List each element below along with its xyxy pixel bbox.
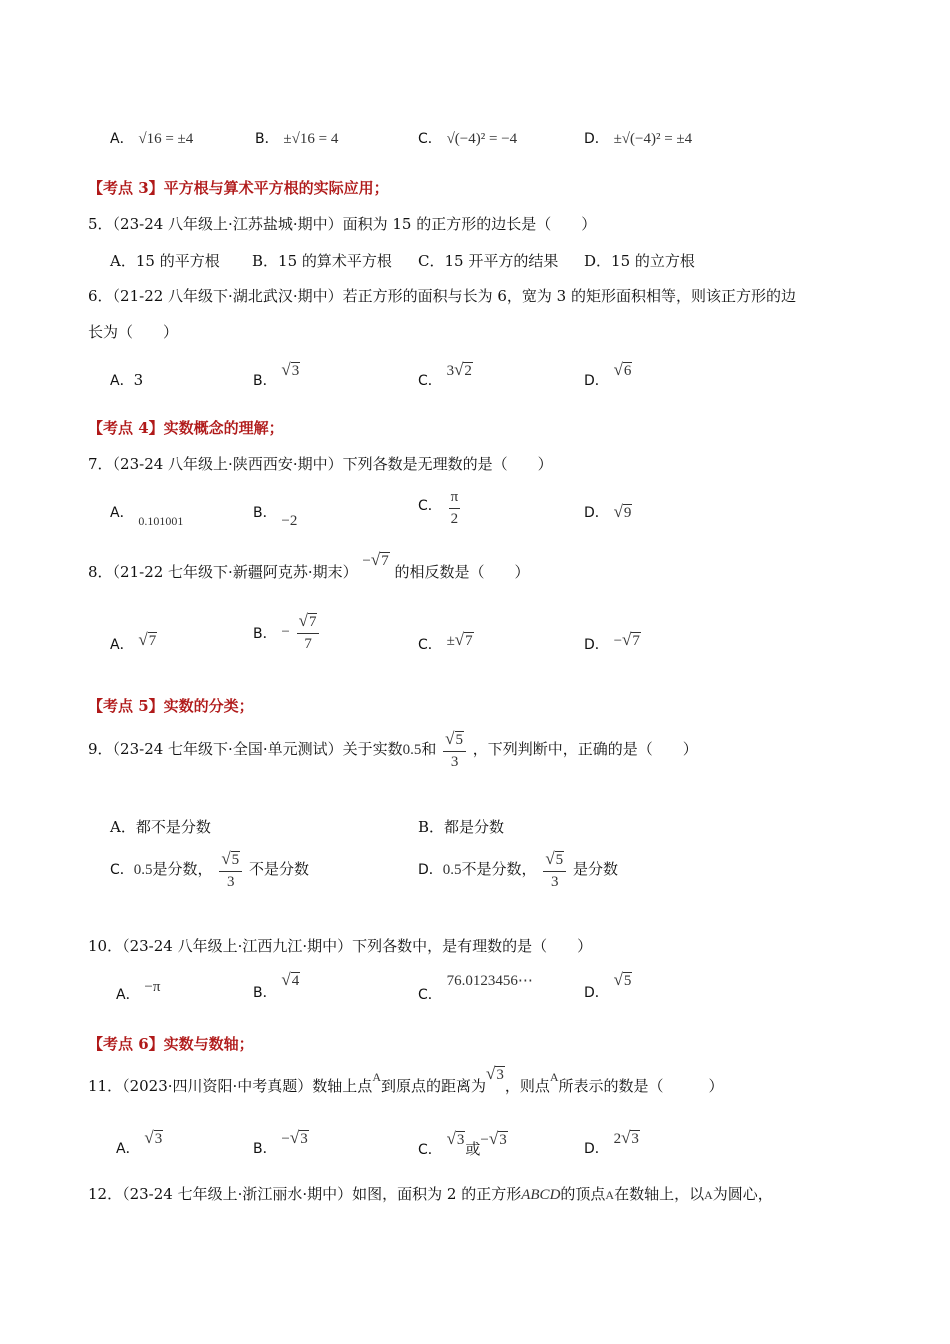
question-number: 6．: [88, 287, 113, 305]
sqrt-expr: √9: [613, 502, 632, 521]
q7-option-b: [253, 502, 298, 529]
option-label: D．: [584, 637, 609, 653]
sqrt-expr: √5: [613, 970, 632, 989]
option-label: B．: [253, 373, 277, 389]
point-label: A: [372, 1070, 381, 1084]
sign: ±: [446, 633, 455, 649]
q10-option-d: [584, 970, 632, 1001]
q5-option-c: C．15 开平方的结果: [418, 252, 559, 270]
q8-option-d: [584, 630, 641, 653]
q6-option-b: [253, 360, 300, 389]
option-label: D．: [584, 505, 609, 521]
question-text: （23-24 八年级上·陕西西安·期中）下列各数是无理数的是（ ）: [112, 455, 553, 473]
option-label: B．: [255, 131, 279, 147]
conjunction: 或: [465, 1140, 481, 1158]
sign: −: [613, 633, 623, 649]
q6-option-a: [110, 370, 143, 390]
math-value: 0.5: [402, 742, 422, 758]
radical-icon: √: [445, 729, 455, 748]
option-label: A．: [110, 131, 134, 147]
q5-option-d: D．15 的立方根: [584, 252, 695, 270]
q4-option-d: [584, 128, 692, 148]
radical-icon: √: [446, 1129, 456, 1148]
option-value: −π: [144, 979, 161, 995]
fraction: $\frac{√5}{3}$: [443, 728, 466, 772]
radical-icon: √: [298, 611, 308, 630]
coefficient: 3: [446, 363, 455, 379]
q6-option-c: [418, 360, 473, 389]
q9-option-a: A．都不是分数: [110, 818, 211, 836]
fraction: $\frac{√7}{7}$: [297, 610, 320, 654]
sign: −: [281, 624, 290, 640]
radical-icon: √: [289, 1128, 300, 1147]
radical-icon: √: [281, 360, 291, 379]
option-value: 0.101001: [138, 514, 184, 528]
q8-option-c: [418, 630, 474, 653]
option-label: C．: [418, 497, 442, 514]
option-label: C．: [110, 862, 134, 878]
radical-icon: √: [613, 970, 623, 989]
q5-option-a: A．15 的平方根: [110, 252, 220, 270]
q7-option-a: [110, 502, 184, 528]
fraction: $\frac{\pi}{2}$: [449, 486, 461, 529]
sqrt-expr: √3: [289, 1128, 308, 1147]
radical-icon: √: [622, 630, 632, 649]
question-6: [88, 286, 796, 306]
question-10: [88, 936, 592, 956]
radical-icon: √: [138, 630, 148, 649]
question-text-end: 的相反数是（ ）: [394, 563, 530, 581]
q7-option-c: [418, 486, 462, 529]
question-text: （23-24 八年级上·江苏盐城·期中）面积为 15 的正方形的边长是（ ）: [112, 215, 597, 233]
option-label: A．: [116, 1141, 140, 1157]
q10-option-c: [418, 970, 533, 1003]
option-label: D．: [584, 131, 609, 147]
q8-option-a: [110, 630, 157, 653]
option-label: C．: [418, 1142, 442, 1158]
option-label: C．: [418, 637, 442, 653]
radical-icon: √: [370, 550, 381, 569]
question-number: 12．: [88, 1185, 123, 1203]
question-number: 9．: [88, 740, 113, 758]
radical-icon: √: [613, 502, 623, 521]
question-text: （23-24 七年级上·浙江丽水·期中）如图，面积为 2 的正方形: [122, 1185, 522, 1203]
option-label: D．: [418, 862, 443, 878]
question-text: （23-24 七年级下·全国·单元测试）关于实数: [112, 740, 403, 758]
radical-icon: √: [144, 1128, 154, 1147]
question-5: [88, 214, 596, 234]
option-label: D．: [584, 373, 609, 389]
question-number: 8．: [88, 563, 113, 581]
math-expr: √16 = ±4: [138, 131, 194, 147]
point-label: A: [704, 1188, 713, 1202]
q9-option-c: C．0.5是分数， $\frac{√5}{3}$ 不是分数: [110, 849, 309, 890]
q4-option-b: [255, 128, 338, 148]
math-expr: ±√(−4)² = ±4: [613, 131, 693, 147]
q11-option-b: [253, 1128, 309, 1157]
option-value: 76.0123456⋯: [446, 973, 533, 989]
question-number: 11．: [88, 1077, 123, 1095]
question-text-end: ，下列判断中，正确的是（ ）: [472, 740, 698, 758]
radical-icon: √: [613, 360, 623, 379]
sqrt-expr: √3: [488, 1129, 507, 1148]
point-label: A: [549, 1070, 559, 1084]
sqrt-expr: √2: [454, 360, 472, 379]
question-text: （23-24 八年级上·江西九江·期中）下列各数中，是有理数的是（ ）: [122, 937, 593, 955]
q10-option-a: [116, 976, 161, 1003]
option-label: B．: [253, 505, 277, 521]
q8-option-b: [253, 610, 321, 654]
sqrt-expr: √6: [613, 360, 632, 379]
radical-icon: √: [454, 360, 464, 379]
radical-icon: √: [486, 1064, 496, 1083]
math-value: 0.5: [442, 862, 462, 878]
question-6-continued: 长为（ ）: [88, 323, 179, 341]
option-label: C．: [418, 373, 442, 389]
q6-option-d: [584, 360, 632, 389]
sqrt-expr: √3: [144, 1128, 163, 1147]
q10-option-b: [253, 970, 300, 1001]
math-value: 0.5: [133, 862, 153, 878]
option-label: B．: [253, 626, 277, 642]
sqrt-expr: −√7: [362, 550, 389, 569]
q5-option-b: B．15 的算术平方根: [252, 252, 392, 270]
option-value: 3: [133, 371, 144, 389]
sqrt-expr: √7: [138, 630, 157, 649]
radical-icon: √: [281, 970, 291, 989]
option-label: B．: [253, 985, 277, 1001]
option-label: A．: [110, 637, 134, 653]
question-text: （2023·四川资阳·中考真题）数轴上点: [122, 1077, 373, 1095]
question-number: 10．: [88, 937, 123, 955]
q11-option-a: [116, 1128, 163, 1157]
q7-option-d: [584, 502, 632, 522]
section-heading-4: 【考点 4】实数概念的理解；: [88, 419, 284, 437]
conjunction: 和: [421, 740, 437, 758]
radical-icon: √: [545, 849, 555, 868]
radical-icon: √: [621, 1128, 631, 1147]
question-text: （21-22 七年级下·新疆阿克苏·期末）: [112, 563, 358, 581]
q4-option-a: [110, 128, 193, 148]
sqrt-expr: √3: [446, 1129, 465, 1148]
radical-icon: √: [221, 849, 231, 868]
option-label: C．: [418, 987, 442, 1003]
option-label: A．: [116, 987, 140, 1003]
sqrt-expr: √3: [486, 1064, 504, 1083]
fraction: $\frac{√5}{3}$: [543, 848, 566, 892]
section-heading-5: 【考点 5】实数的分类；: [88, 697, 254, 715]
option-label: D．: [584, 1141, 609, 1157]
question-text: （21-22 八年级下·湖北武汉·期中）若正方形的面积与长为 6，宽为 3 的矩形面积相等，则该正方形的边: [112, 287, 796, 305]
option-value: −2: [281, 513, 298, 529]
sqrt-expr: √7: [622, 630, 640, 649]
q11-option-c: [418, 1128, 508, 1158]
coefficient: 2: [613, 1131, 622, 1147]
q11-option-d: [584, 1128, 640, 1157]
question-9: [88, 728, 698, 772]
point-label: A: [605, 1188, 615, 1202]
square-label: ABCD: [521, 1187, 561, 1203]
question-number: 7．: [88, 455, 113, 473]
fraction: $\frac{√5}{3}$: [219, 848, 242, 892]
option-label: B．: [253, 1141, 277, 1157]
sign: −: [480, 1132, 489, 1148]
q4-option-c: [418, 128, 517, 148]
q9-option-d: D．0.5不是分数， $\frac{√5}{3}$ 是分数: [418, 849, 618, 890]
radical-icon: √: [454, 630, 465, 649]
question-7: [88, 454, 553, 474]
question-12: 12．（23-24 七年级上·浙江丽水·期中）如图，面积为 2 的正方形ABCD的顶点A在数轴上，以A为圆心，: [88, 1185, 773, 1203]
option-label: A．: [110, 373, 134, 389]
sign: −: [281, 1131, 290, 1147]
question-11: 11．（2023·四川资阳·中考真题）数轴上点$^A$到原点的距离为√3，则点$^A$所表示的数是（ ）: [88, 1064, 724, 1095]
math-expr: ±√16 = 4: [283, 131, 339, 147]
sqrt-expr: √3: [621, 1128, 639, 1147]
question-8: [88, 550, 530, 583]
q9-option-b: B．都是分数: [418, 818, 505, 836]
option-label: A．: [110, 505, 134, 521]
radical-icon: √: [488, 1129, 499, 1148]
option-label: C．: [418, 131, 442, 147]
sqrt-expr: √7: [454, 630, 473, 649]
math-expr: √(−4)² = −4: [446, 131, 518, 147]
option-label: D．: [584, 985, 609, 1001]
sqrt-expr: √3: [281, 360, 300, 379]
section-heading-6: 【考点 6】实数与数轴；: [88, 1035, 254, 1053]
sqrt-expr: √4: [281, 970, 300, 989]
question-number: 5．: [88, 215, 113, 233]
section-heading-3: 【考点 3】平方根与算术平方根的实际应用；: [88, 179, 389, 197]
